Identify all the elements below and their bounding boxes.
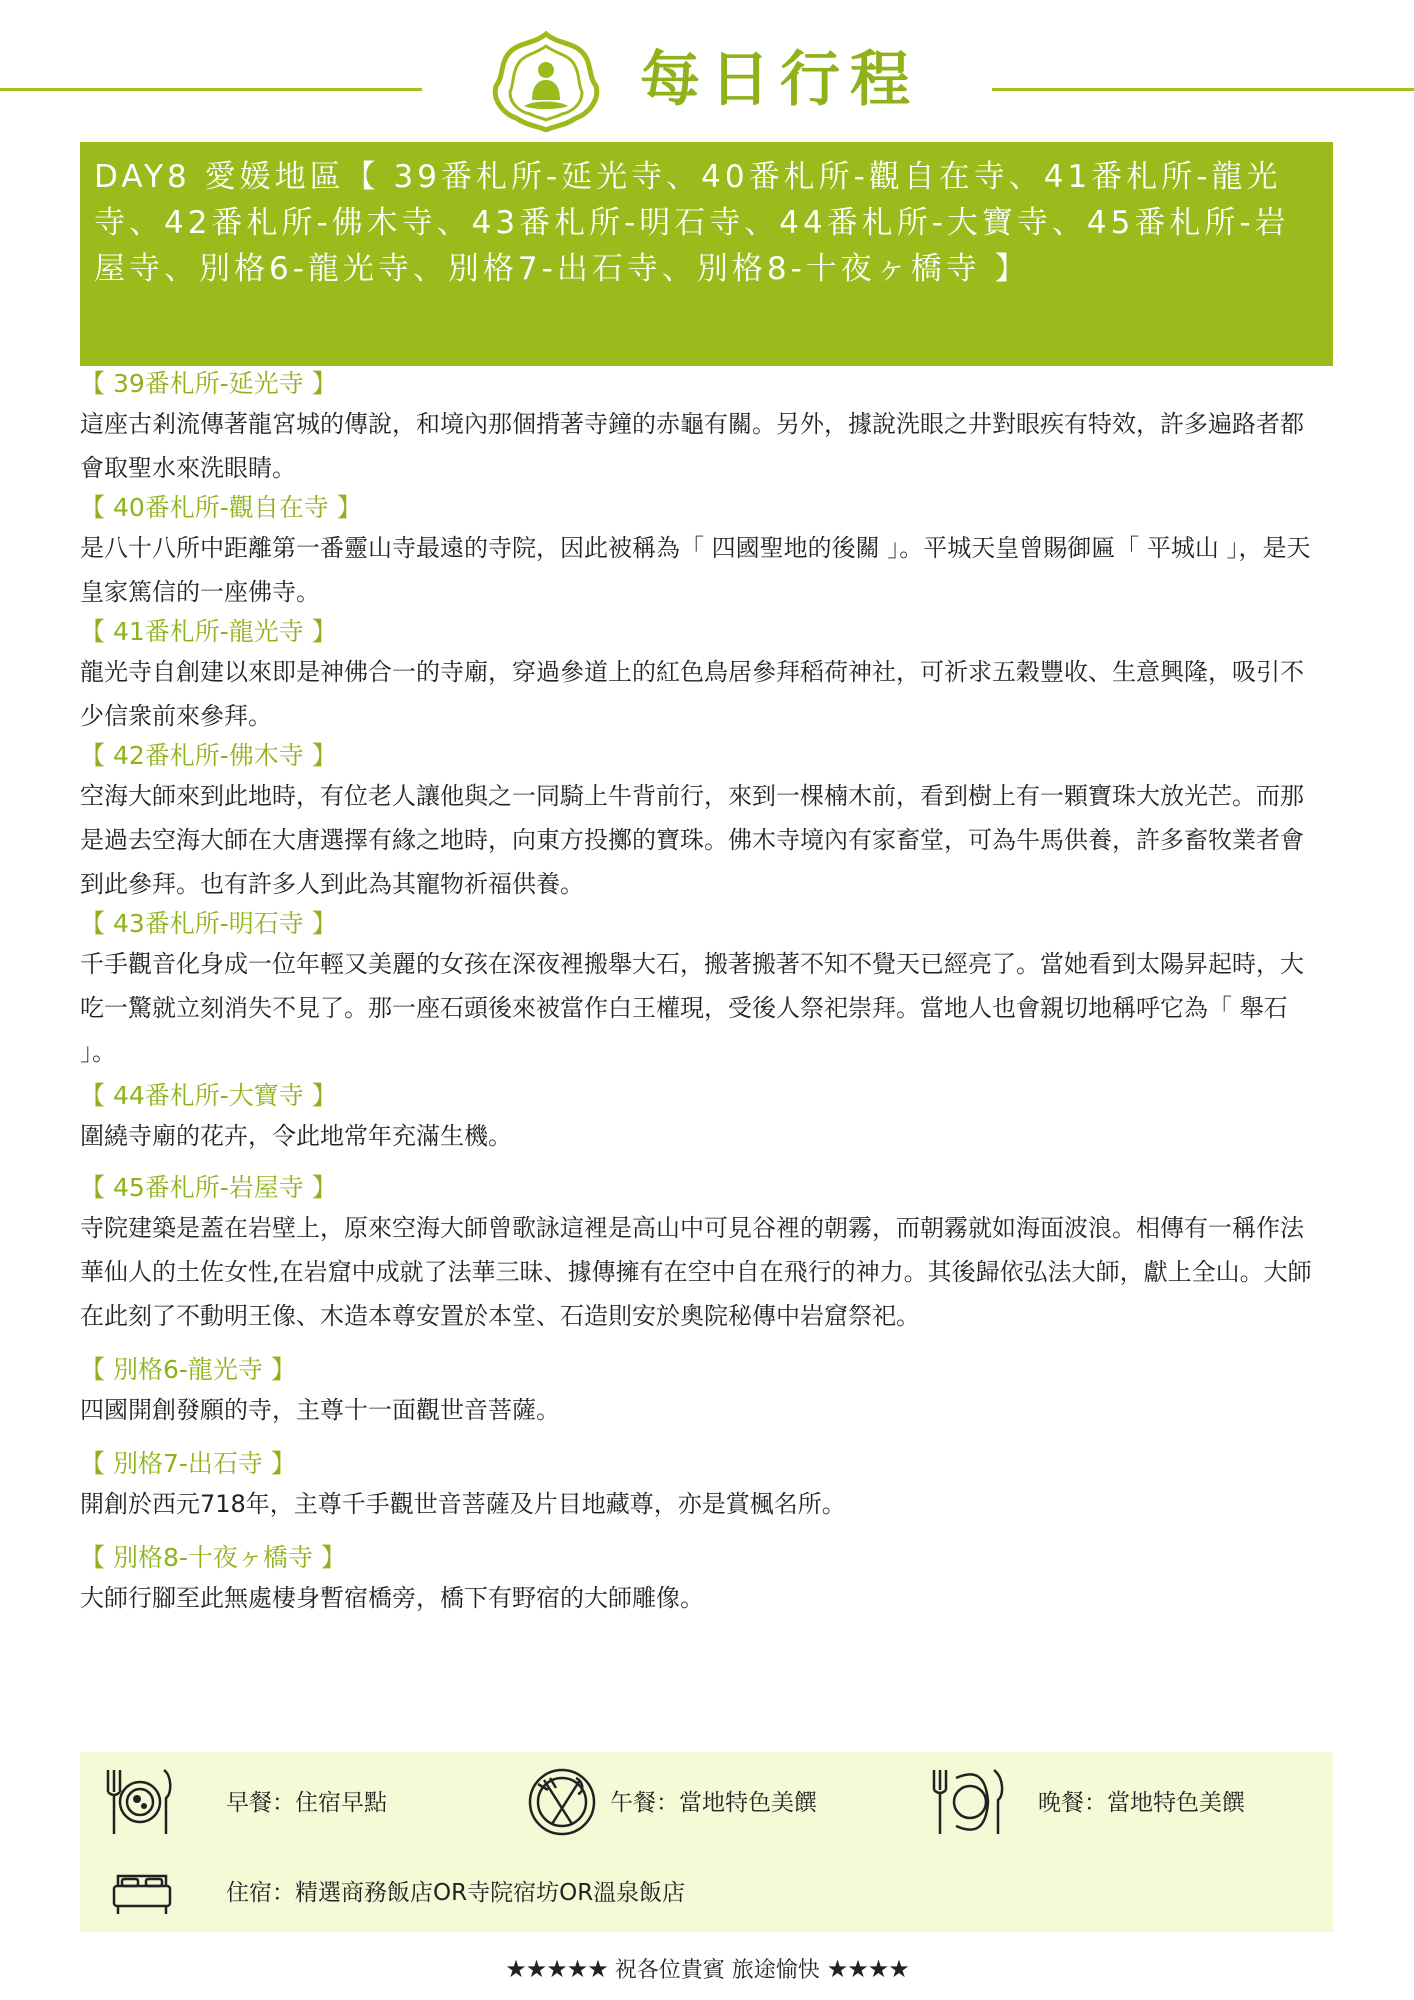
footer-greeting: 祝各位貴賓 旅途愉快: [607, 1958, 827, 1983]
dinner-label: 晚餐：當地特色美饌: [1038, 1790, 1245, 1816]
lunch-plate-icon: [526, 1766, 598, 1838]
lodging-label: 住宿：精選商務飯店OR寺院宿坊OR溫泉飯店: [226, 1880, 686, 1906]
itinerary-content: [80, 366, 1320, 1620]
site-heading: 【 44番札所-大寶寺 】: [80, 1081, 337, 1110]
footer: [0, 1952, 1414, 1988]
site-heading: 【 39番札所-延光寺 】: [80, 369, 337, 398]
site-section: [80, 738, 1320, 906]
dinner-plate-icon: [928, 1764, 1008, 1840]
site-heading: 【 41番札所-龍光寺 】: [80, 617, 337, 646]
site-heading: 【 別格8-十夜ヶ橋寺 】: [80, 1543, 346, 1572]
site-section: [80, 366, 1320, 490]
header-line-right: [992, 88, 1414, 91]
site-description: 龍光寺自創建以來即是神佛合一的寺廟，穿過參道上的紅色鳥居參拜稻荷神社，可祈求五穀豐收、生意興隆，吸引不少信衆前來參拜。: [80, 658, 1304, 730]
site-description: 大師行腳至此無處棲身暫宿橋旁，橋下有野宿的大師雕像。: [80, 1584, 704, 1612]
page-title: 每日行程: [640, 45, 920, 115]
site-section: [80, 1170, 1320, 1338]
site-heading: 【 40番札所-觀自在寺 】: [80, 493, 362, 522]
bed-icon: [110, 1870, 174, 1918]
site-description: 是八十八所中距離第一番靈山寺最遠的寺院，因此被稱為「 四國聖地的後關 」。平城天皇曾賜御匾「 平城山 」，是天皇家篤信的一座佛寺。: [80, 534, 1311, 606]
footer-stars-left: ★★★★★: [505, 1955, 608, 1983]
meals-panel: [80, 1752, 1333, 1932]
lunch-label: 午餐：當地特色美饌: [610, 1790, 817, 1816]
site-description: 寺院建築是蓋在岩壁上，原來空海大師曾歌詠這裡是高山中可見谷裡的朝霧，而朝霧就如海面波浪。相傳有一稱作法華仙人的土佐女性,在岩窟中成就了法華三昧、據傳擁有在空中自在飛行的神力。其後歸依弘法大師，獻上全山。大師在此刻了不動明王像、木造本尊安置於本堂、石造則安於奧院秘傳中岩窟祭祀。: [80, 1214, 1312, 1330]
site-section: [80, 1446, 1320, 1526]
site-section: [80, 614, 1320, 738]
site-heading: 【 42番札所-佛木寺 】: [80, 741, 337, 770]
site-description: 開創於西元718年，主尊千手觀世音菩薩及片目地藏尊，亦是賞楓名所。: [80, 1490, 846, 1518]
site-section: [80, 1540, 1320, 1620]
site-section: [80, 906, 1320, 1074]
site-section: [80, 490, 1320, 614]
site-description: 這座古剎流傳著龍宮城的傳說，和境內那個揹著寺鐘的赤龜有關。另外，據說洗眼之井對眼疾有特效，許多遍路者都會取聖水來洗眼睛。: [80, 410, 1304, 482]
site-heading: 【 45番札所-岩屋寺 】: [80, 1173, 337, 1202]
lotus-buddha-logo: [488, 30, 604, 132]
breakfast-label: 早餐：住宿早點: [226, 1790, 387, 1816]
header-line-left: [0, 88, 422, 91]
site-heading: 【 43番札所-明石寺 】: [80, 909, 337, 938]
footer-stars-right: ★★★★: [826, 1955, 909, 1983]
breakfast-plate-icon: [102, 1764, 178, 1840]
site-description: 圍繞寺廟的花卉，令此地常年充滿生機。: [80, 1122, 512, 1150]
site-description: 四國開創發願的寺，主尊十一面觀世音菩薩。: [80, 1396, 560, 1424]
site-description: 千手觀音化身成一位年輕又美麗的女孩在深夜裡搬舉大石，搬著搬著不知不覺天已經亮了。當她看到太陽昇起時，大吃一驚就立刻消失不見了。那一座石頭後來被當作白王權現，受後人祭祀崇拜。當地人也會親切地稱呼它為「 舉石 」。: [80, 950, 1304, 1066]
site-description: 空海大師來到此地時，有位老人讓他與之一同騎上牛背前行，來到一棵楠木前，看到樹上有一顆寶珠大放光芒。而那是過去空海大師在大唐選擇有緣之地時，向東方投擲的寶珠。佛木寺境內有家畜堂，可為牛馬供養，許多畜牧業者會到此參拜。也有許多人到此為其寵物祈福供養。: [80, 782, 1304, 898]
site-section: [80, 1078, 1320, 1158]
site-heading: 【 別格7-出石寺 】: [80, 1449, 296, 1478]
day-banner: DAY8 愛媛地區【 39番札所-延光寺、40番札所-觀自在寺、41番札所-龍光寺、42番札所-佛木寺、43番札所-明石寺、44番札所-大寶寺、45番札所-岩屋寺、別格6-龍光寺、別格7-出石寺、別格8-十夜ヶ橋寺 】: [80, 142, 1333, 366]
site-section: [80, 1352, 1320, 1432]
site-heading: 【 別格6-龍光寺 】: [80, 1355, 296, 1384]
